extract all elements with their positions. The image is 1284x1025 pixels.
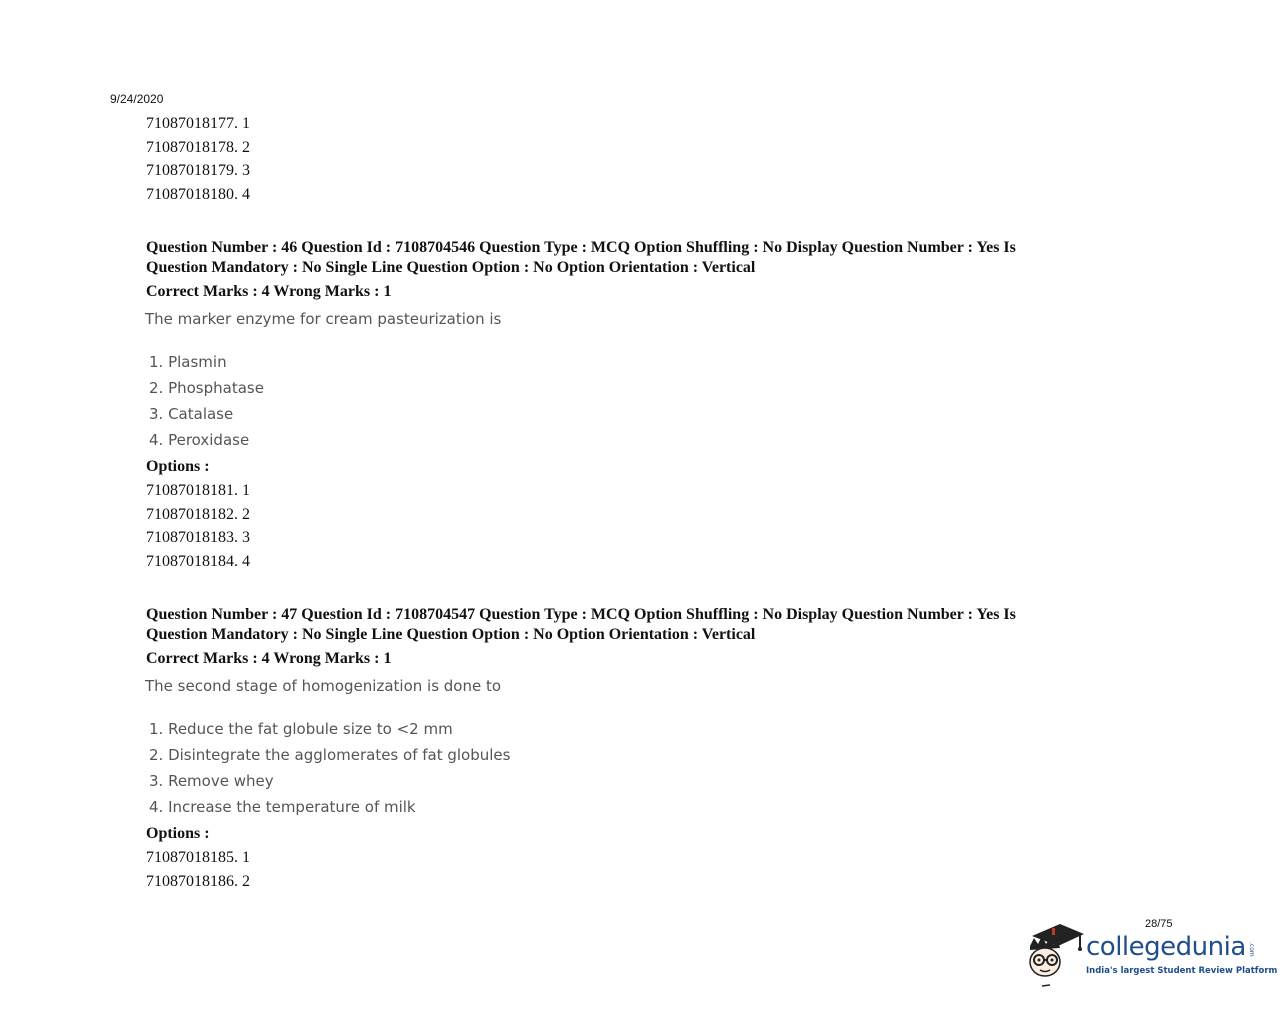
choice-item: 3. Catalase	[149, 405, 234, 423]
option-id: 71087018181. 1	[146, 482, 250, 499]
question-header: Question Mandatory : No Single Line Question Option : No Option Orientation : Vertical	[146, 259, 756, 276]
choice-item: 2. Phosphatase	[149, 379, 264, 397]
option-id: 71087018177. 1	[146, 115, 250, 132]
choice-item: 1. Reduce the fat globule size to <2 mm	[149, 720, 453, 738]
option-id: 71087018182. 2	[146, 506, 250, 523]
mascot-icon	[1024, 918, 1086, 990]
page-number: 28/75	[1145, 918, 1173, 930]
choice-item: 1. Plasmin	[149, 353, 227, 371]
question-marks: Correct Marks : 4 Wrong Marks : 1	[146, 650, 392, 667]
logo-wordmark: collegedunia	[1086, 932, 1246, 962]
question-marks: Correct Marks : 4 Wrong Marks : 1	[146, 283, 392, 300]
choice-item: 4. Increase the temperature of milk	[149, 798, 416, 816]
collegedunia-logo	[1024, 918, 1278, 990]
question-text: The second stage of homogenization is done to	[145, 677, 502, 695]
logo-suffix: .com	[1248, 942, 1255, 957]
logo-tagline: India's largest Student Review Platform	[1086, 966, 1278, 976]
option-id: 71087018180. 4	[146, 186, 250, 203]
option-id: 71087018186. 2	[146, 873, 250, 890]
option-id: 71087018179. 3	[146, 162, 250, 179]
question-header: Question Number : 46 Question Id : 7108704546 Question Type : MCQ Option Shuffling : No Display Question Number : Yes Is	[146, 239, 1016, 256]
question-text: The marker enzyme for cream pasteurization is	[145, 310, 502, 328]
option-id: 71087018183. 3	[146, 529, 250, 546]
question-header: Question Number : 47 Question Id : 7108704547 Question Type : MCQ Option Shuffling : No Display Question Number : Yes Is	[146, 606, 1016, 623]
option-id: 71087018185. 1	[146, 849, 250, 866]
choice-item: 2. Disintegrate the agglomerates of fat globules	[149, 746, 511, 764]
option-id: 71087018178. 2	[146, 139, 250, 156]
options-label: Options :	[146, 458, 210, 475]
choice-item: 3. Remove whey	[149, 772, 274, 790]
print-date: 9/24/2020	[110, 92, 164, 106]
options-label: Options :	[146, 825, 210, 842]
question-header: Question Mandatory : No Single Line Question Option : No Option Orientation : Vertical	[146, 626, 756, 643]
option-id: 71087018184. 4	[146, 553, 250, 570]
choice-item: 4. Peroxidase	[149, 431, 250, 449]
